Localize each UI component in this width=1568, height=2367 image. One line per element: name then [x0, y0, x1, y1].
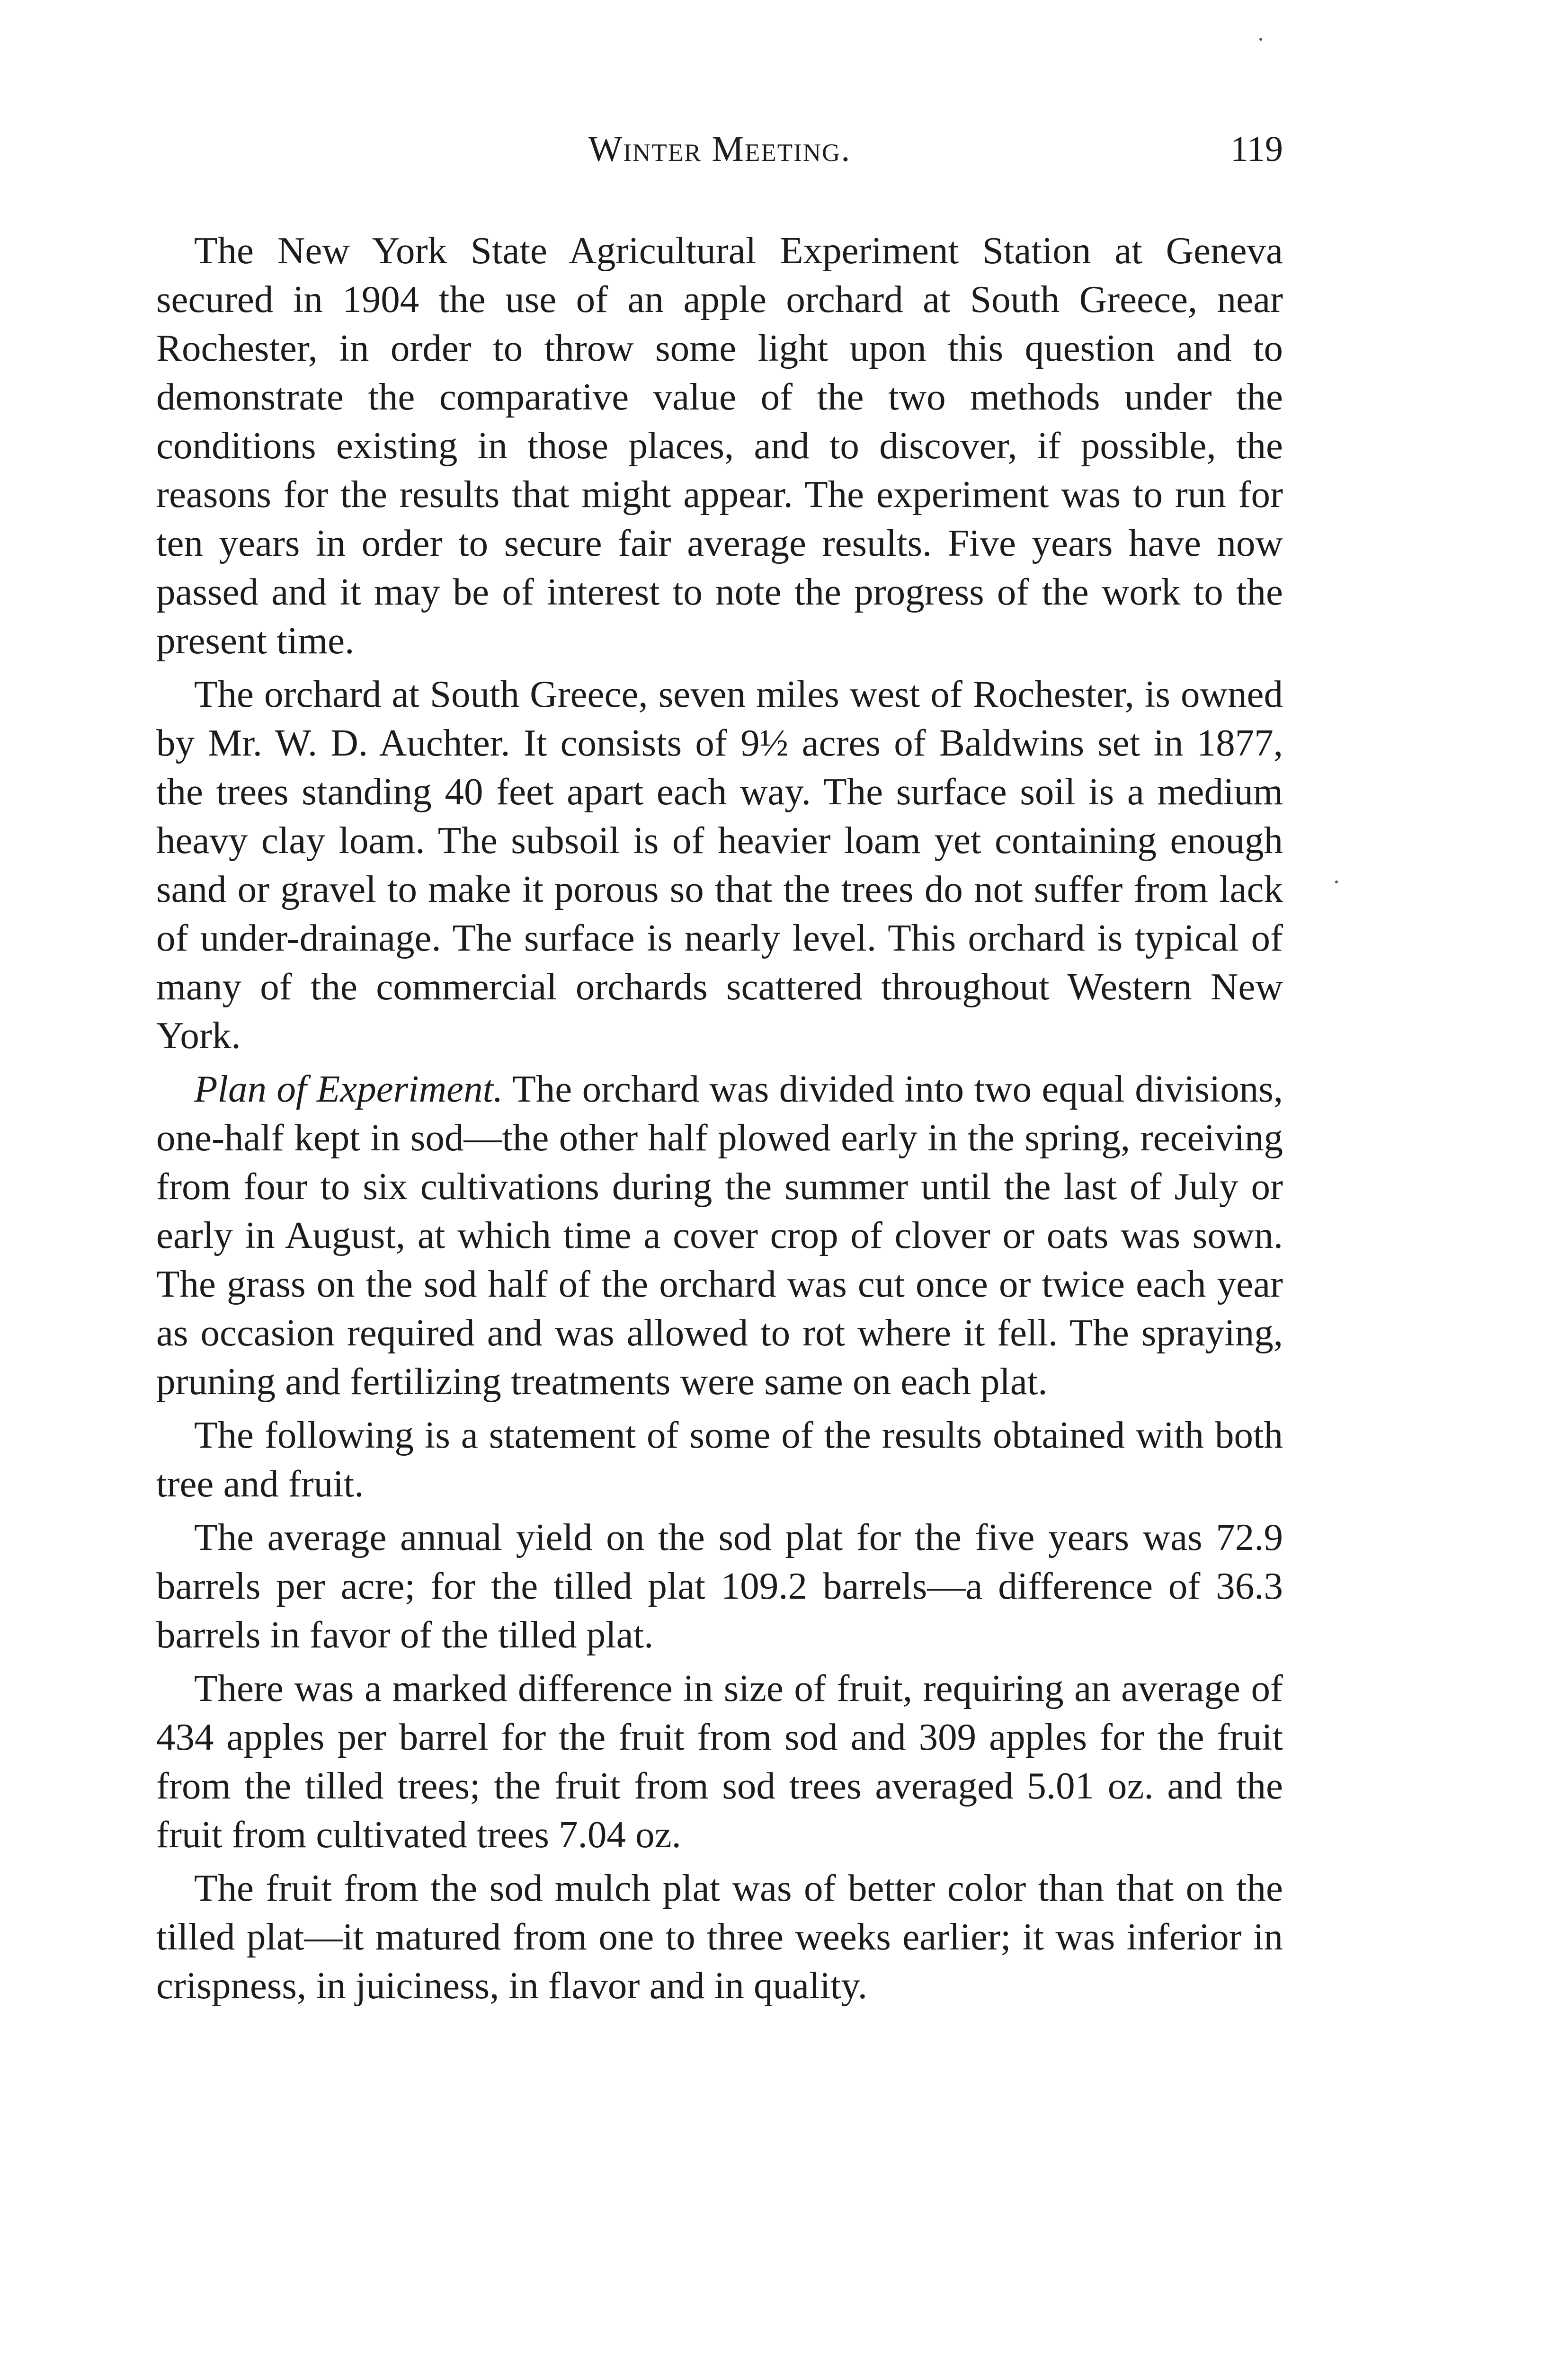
- paragraph-plan-text: The orchard was divided into two equal divisions, one-half kept in sod—the other half plowed early in the spring, receiving from four to six cultivations during the summer until the last of July or early in August, at which time a cover crop of clover or oats was sown. The grass on the sod half of the orchard was cut once or twice each year as occasion required and was allowed to rot where it fell. The spraying, pruning and fertilizing treatments were same on each plat.: [156, 1068, 1283, 1403]
- paragraph-yield: The average annual yield on the sod plat for the five years was 72.9 barrels per acre; for the tilled plat 109.2 barrels—a difference of 36.3 barrels in favor of the tilled plat.: [156, 1516, 1283, 1656]
- paragraph-results-intro: The following is a statement of some of the results obtained with both tree and fruit.: [156, 1414, 1283, 1505]
- paragraph-fruit-size: There was a marked difference in size of fruit, requiring an average of 434 apples per barrel for the fruit from sod and 309 apples for the fruit from the tilled trees; the fruit from sod trees averaged 5.01 oz. and the fruit from cultivated trees 7.04 oz.: [156, 1667, 1283, 1856]
- running-title: Winter Meeting.: [588, 129, 851, 169]
- paragraph-plan-of-experiment: [156, 1065, 1283, 1406]
- section-heading-plan: Plan of Experiment.: [194, 1068, 503, 1110]
- paragraph-fruit-color: The fruit from the sod mulch plat was of better color than that on the tilled plat—it matured from one to three weeks earlier; it was inferior in crispness, in juiciness, in flavor and in quality.: [156, 1867, 1283, 2007]
- paper-speck: [1259, 38, 1262, 41]
- page-number: 119: [1230, 129, 1283, 169]
- paper-speck: [1335, 881, 1338, 883]
- body-text: [156, 226, 1283, 2010]
- running-head: [156, 129, 1283, 186]
- paragraph-station-orchard: The New York State Agricultural Experiment Station at Geneva secured in 1904 the use of an apple orchard at South Greece, near Rochester, in order to throw some light upon this question and to demonstrate the comparative value of the two methods under the conditions existing in those places, and to discover, if possible, the reasons for the results that might appear. The experiment was to run for ten years in order to secure fair average results. Five years have now passed and it may be of interest to note the progress of the work to the present time.: [156, 229, 1283, 662]
- paragraph-orchard-description: The orchard at South Greece, seven miles west of Rochester, is owned by Mr. W. D. Auchter. It consists of 9½ acres of Baldwins set in 1877, the trees standing 40 feet apart each way. The surface soil is a medium heavy clay loam. The subsoil is of heavier loam yet containing enough sand or gravel to make it porous so that the trees do not suffer from lack of under-drainage. The surface is nearly level. This orchard is typical of many of the commercial orchards scattered throughout Western New York.: [156, 673, 1283, 1057]
